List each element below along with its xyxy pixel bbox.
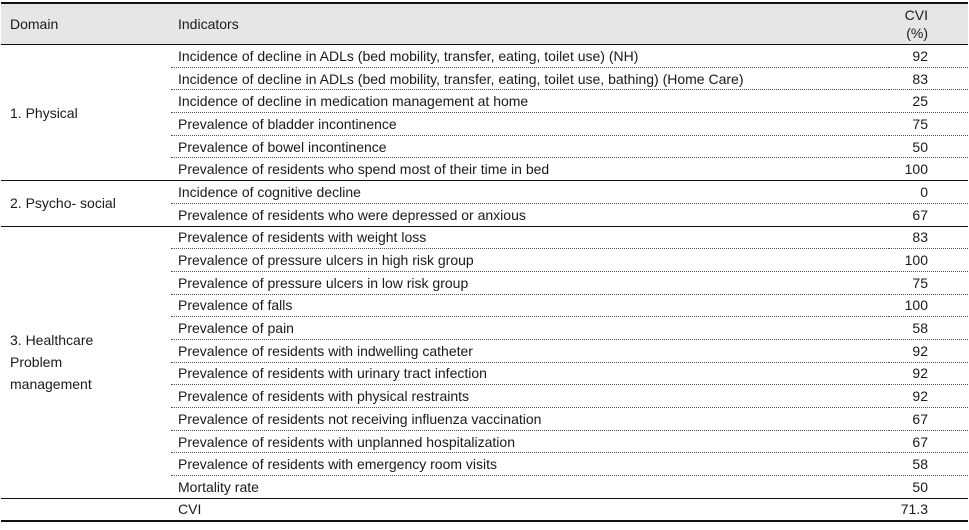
indicator-cell: Prevalence of pressure ulcers in high risk group <box>171 249 889 272</box>
cvi-table <box>1 2 968 522</box>
indicator-cell: Prevalence of pain <box>171 317 889 340</box>
indicator-cell: Prevalence of residents with physical restraints <box>171 385 889 408</box>
indicators-column-header: Indicators <box>171 3 889 45</box>
cvi-value-cell: 75 <box>889 271 968 294</box>
domain-column-header: Domain <box>1 3 171 45</box>
indicator-cell: Prevalence of residents with weight loss <box>171 226 889 249</box>
cvi-value-cell: 50 <box>889 476 968 499</box>
cvi-table-container <box>1 2 968 522</box>
total-value: 71.3 <box>889 498 968 521</box>
cvi-value-cell: 100 <box>889 158 968 181</box>
cvi-value-cell: 83 <box>889 67 968 90</box>
domain-cell-psychosocial: 2. Psycho- social <box>1 181 171 226</box>
cvi-value-cell: 25 <box>889 90 968 113</box>
domain-line: 3. Healthcare <box>10 332 94 349</box>
cvi-value-cell: 100 <box>889 249 968 272</box>
cvi-value-cell: 67 <box>889 430 968 453</box>
indicator-cell: Prevalence of falls <box>171 294 889 317</box>
indicator-cell: Prevalence of pressure ulcers in low risk group <box>171 271 889 294</box>
cvi-value-cell: 67 <box>889 203 968 226</box>
table-header <box>1 3 968 45</box>
total-row <box>1 498 968 521</box>
indicator-cell: Incidence of cognitive decline <box>171 181 889 204</box>
domain-cell-healthcare <box>1 226 171 498</box>
indicator-cell: Prevalence of bladder incontinence <box>171 113 889 136</box>
cvi-value-cell: 92 <box>889 339 968 362</box>
cvi-value-cell: 58 <box>889 453 968 476</box>
table-row <box>1 45 968 68</box>
cvi-value-cell: 75 <box>889 113 968 136</box>
cvi-value-cell: 67 <box>889 408 968 431</box>
domain-line: management <box>10 376 92 393</box>
cvi-value-cell: 50 <box>889 135 968 158</box>
table-body <box>1 45 968 521</box>
cvi-value-cell: 83 <box>889 226 968 249</box>
total-empty-cell <box>1 498 171 521</box>
indicator-cell: Prevalence of residents who were depressed or anxious <box>171 203 889 226</box>
cvi-value-cell: 92 <box>889 362 968 385</box>
cvi-value-cell: 0 <box>889 181 968 204</box>
total-label: CVI <box>171 498 889 521</box>
indicator-cell: Prevalence of residents not receiving influenza vaccination <box>171 408 889 431</box>
cvi-column-header <box>889 3 968 45</box>
indicator-cell: Mortality rate <box>171 476 889 499</box>
cvi-value-cell: 92 <box>889 45 968 68</box>
cvi-value-cell: 58 <box>889 317 968 340</box>
indicator-cell: Incidence of decline in medication management at home <box>171 90 889 113</box>
cvi-value-cell: 100 <box>889 294 968 317</box>
indicator-cell: Prevalence of residents with indwelling catheter <box>171 339 889 362</box>
indicator-cell: Incidence of decline in ADLs (bed mobility, transfer, eating, toilet use, bathing) (Home Care) <box>171 67 889 90</box>
indicator-cell: Prevalence of residents with urinary tract infection <box>171 362 889 385</box>
cvi-header-line1: CVI <box>904 7 928 23</box>
indicator-cell: Prevalence of residents with unplanned hospitalization <box>171 430 889 453</box>
domain-line: Problem <box>10 354 63 371</box>
domain-cell-physical: 1. Physical <box>1 45 171 181</box>
header-row <box>1 3 968 45</box>
table-row <box>1 226 968 249</box>
indicator-cell: Prevalence of residents with emergency room visits <box>171 453 889 476</box>
indicator-cell: Incidence of decline in ADLs (bed mobility, transfer, eating, toilet use) (NH) <box>171 45 889 68</box>
indicator-cell: Prevalence of residents who spend most of their time in bed <box>171 158 889 181</box>
cvi-header-line2: (%) <box>906 25 928 41</box>
table-row <box>1 181 968 204</box>
indicator-cell: Prevalence of bowel incontinence <box>171 135 889 158</box>
cvi-value-cell: 92 <box>889 385 968 408</box>
